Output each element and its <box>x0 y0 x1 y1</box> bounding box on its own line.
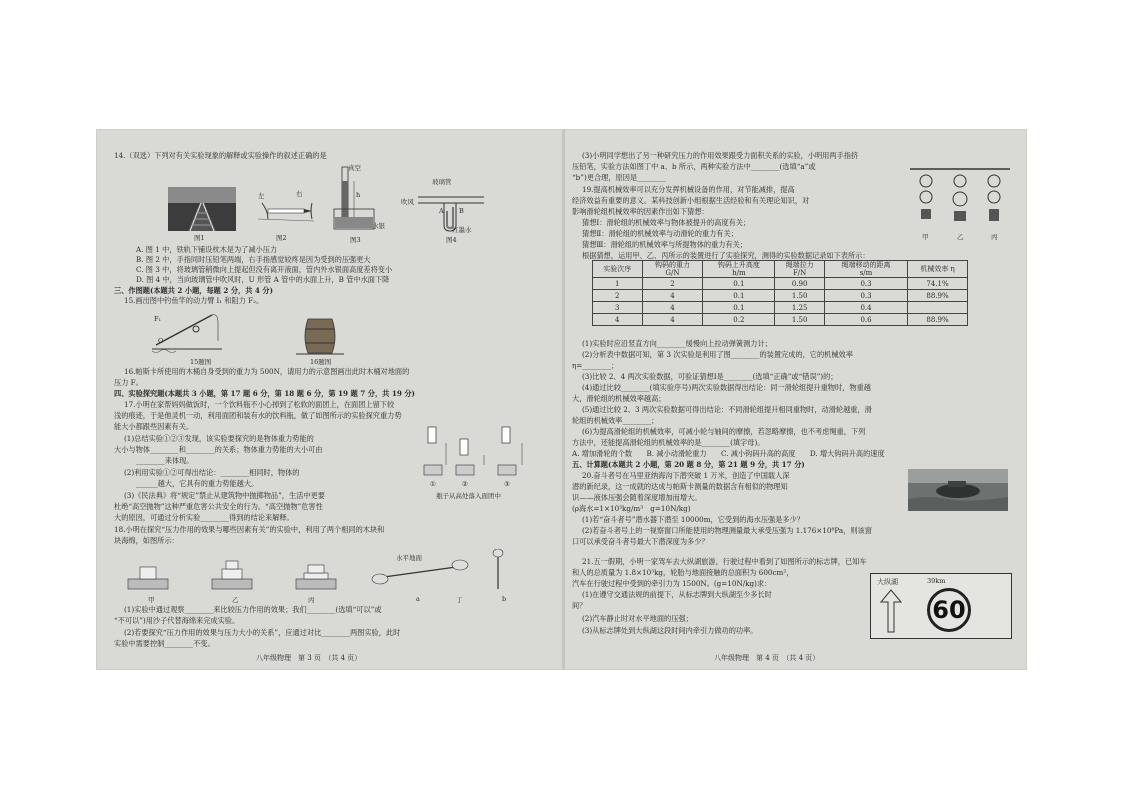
q19-part6-options: A. 增加滑轮的个数 B. 减小动滑轮重力 C. 减小钩码升高的高度 D. 增大钩码升高的速度 <box>572 449 885 458</box>
q17-intro-1: 17.小明在家帮妈妈做饭时，一个饮料瓶不小心掉到了松软的面团上，在面团上留下较 <box>124 400 395 409</box>
table-header-row <box>593 261 968 278</box>
table-cell: 88.9% <box>908 314 968 326</box>
table-cell: 0.2 <box>703 314 775 326</box>
fig18-b-label: b <box>502 595 507 603</box>
table-header: 实验次序 <box>593 261 643 278</box>
table-cell: 0.3 <box>824 290 907 302</box>
table-cell: 1.25 <box>775 302 825 314</box>
table-cell: 1.50 <box>775 314 825 326</box>
fig2-right-label: 右 <box>296 190 303 198</box>
pulley-label-bing: 丙 <box>991 233 998 241</box>
speed-limit-sign: 60 <box>927 588 971 632</box>
page-3 <box>96 129 564 670</box>
q21-part2: (2)汽车静止时对水平地面的压强； <box>582 614 693 623</box>
fig3-h-label: h <box>356 191 361 199</box>
fig18-label-yi: 乙 <box>232 596 239 604</box>
fig4-red-water-label: 红墨水 <box>452 226 472 234</box>
sign-distance-label: 39km <box>927 577 946 585</box>
q17-part2-b: ______越大，它具有的重力势能越大。 <box>136 479 259 488</box>
table-cell: 0.1 <box>703 278 775 290</box>
fig3-vacuum-label: 真空 <box>348 164 361 172</box>
q14-option-d: D. 图 4 中，当向玻璃管中吹风时，U 形管 A 管中的水面上升，B 管中水面下降 <box>136 275 390 284</box>
table-cell: 2 <box>642 278 703 290</box>
q17-part3-a: (3)《民法典》将“规定”禁止从建筑物中抛掷物品”，生活中更要 <box>124 491 325 500</box>
table-cell: 4 <box>642 290 703 302</box>
q19-part3: (3)比较 2、4 两次实验数据，可验证猜想Ⅰ是________(选填“正确”或“错误”)的； <box>582 372 838 381</box>
table-cell: 4 <box>593 314 643 326</box>
q17-part3-b: 杜绝“高空抛物”这种严重危害公共安全的行为。“高空抛物”危害性 <box>114 502 323 511</box>
q19-part5-b: 轮组的机械效率________； <box>572 416 659 425</box>
pulley-label-yi: 乙 <box>957 233 964 241</box>
page-3-footer: 八年级物理 第 3 页 （共 4 页） <box>256 654 362 662</box>
q16-line-2: 压力 F。 <box>114 378 143 387</box>
q19-line-1: 19.提高机械效率可以充分发挥机械设备的作用，对节能减排，提高 <box>582 185 795 194</box>
q19-part4-b: 大，滑轮组的机械效率越高； <box>572 394 666 403</box>
table-row <box>593 290 968 302</box>
q18-line-2: 块海绵，如图所示： <box>114 536 179 545</box>
pulley-systems-figure <box>910 167 1010 229</box>
table-header: 钩码上升高度 h/m <box>703 261 775 278</box>
table-cell: 0.3 <box>824 278 907 290</box>
q20-part1: (1)若“奋斗者号”潜水器下潜至 10000m，它受到的海水压强是多少？ <box>582 515 804 524</box>
q19-part6-a: (6)为提高滑轮组的机械效率，可减小轮与轴间的摩擦，若忽略摩擦，也不考虑绳重，下列 <box>582 427 866 436</box>
q20-part2-b: 口可以承受奋斗者号最大下潜深度为多少？ <box>572 537 709 546</box>
q21-line-1: 21.五一假期，小明一家驾车去大纵湖旅游，行驶过程中看到了如图所示的标志牌，已知车 <box>582 557 867 566</box>
sponge-experiment-figure <box>126 549 516 595</box>
q21-line-2: 和人的总质量为 1.8×10³kg，轮胎与地面接触的总面积为 600cm²， <box>572 568 794 577</box>
q18-part3-b: 压铅笔，实验方法如图丁中 a、b 所示，两种实验方法中________(选填“a”或 <box>572 162 816 171</box>
q19-line-2: 经济效益有重要的意义。某科技创新小组根据生活经验和有关理论知识，对 <box>572 196 810 205</box>
q18-part2-b: 实验中需要控制________不变。 <box>114 639 215 648</box>
guess-3: 猜想Ⅲ：滑轮组的机械效率与所提物体的重力有关； <box>582 240 748 249</box>
q21-part3: (3)从标志牌处到大纵湖这段时间内牵引力做功的功率。 <box>582 626 758 635</box>
pulley-label-jia: 甲 <box>922 233 929 241</box>
fig4-b-label: B <box>459 207 464 215</box>
q14-option-b: B. 图 2 中，手指同时压铅笔两端，右手指感觉较疼是因为受到的压强更大 <box>136 255 371 264</box>
bottle-drop-figure <box>422 425 526 487</box>
fig17-num-3: ③ <box>504 480 510 488</box>
table-row <box>593 302 968 314</box>
road-sign-panel <box>870 573 1012 639</box>
fishing-rod-figure <box>152 305 224 355</box>
table-cell: 2 <box>593 290 643 302</box>
fig18-label-bing: 丙 <box>308 596 315 604</box>
table-cell: 1 <box>593 278 643 290</box>
q20-line-2: 潜的新纪录，这一成就的达成与帕斯卡测量的数据含有相似的物理知 <box>572 482 788 491</box>
q20-line-3: 识——液体压强会随着深度增加而增大。 <box>572 493 702 502</box>
guess-1: 猜想Ⅰ：滑轮组的机械效率与物体被提升的高度有关； <box>582 218 751 227</box>
table-cell: 0.1 <box>703 290 775 302</box>
q17-intro-3: 能大小都跟些因素有关。 <box>114 422 194 431</box>
q20-line-4: (ρ海水=1×10³kg/m³ g=10N/kg) <box>572 504 691 513</box>
fig3-mercury-label: 水银 <box>372 222 385 230</box>
q21-part1-b: 间？ <box>572 601 587 610</box>
table-cell: 0.90 <box>775 278 825 290</box>
q20-line-1: 20.奋斗者号在马里亚纳海沟下潜突破 1 万米，创造了中国载人深 <box>582 471 790 480</box>
efficiency-table <box>592 260 968 326</box>
submersible-photo <box>908 469 1008 511</box>
section-3-title: 三、作图题(本题共 2 小题，每题 2 分，共 4 分) <box>114 286 274 295</box>
fig17-num-2: ② <box>462 480 468 488</box>
fig16-caption: 16题图 <box>310 358 332 366</box>
fig4-a-label: A <box>439 207 444 215</box>
q17-part3-c: 大的原因，可通过分析实验________得到的结论来解释。 <box>114 513 294 522</box>
q18-line-1: 18.小明在探究“压力作用的效果与哪些因素有关”的实验中，利用了两个相同的木块和 <box>114 525 385 534</box>
fig15-f1-label: F₁ <box>154 315 162 323</box>
q16-line-1: 16.帕斯卡所使用的木桶自身受到的重力为 500N，请用力的示意图画出此时木桶对地面的 <box>124 367 410 376</box>
q19-part2-b: η=________； <box>572 361 619 370</box>
fig18-label-ding: 丁 <box>456 596 463 604</box>
table-cell: 0.6 <box>824 314 907 326</box>
barrel-figure <box>296 317 344 357</box>
fig2-left-label: 左 <box>258 192 265 200</box>
fig17-caption: 瓶子从高处落入面团中 <box>436 492 501 500</box>
fig4-glass-tube-label: 玻璃管 <box>432 178 452 186</box>
table-header: 钩码的重力 G/N <box>642 261 703 278</box>
table-cell: 88.9% <box>908 290 968 302</box>
fig15-o-label: O <box>158 337 164 345</box>
table-cell: 0.1 <box>703 302 775 314</box>
guess-2: 猜想Ⅱ：滑轮组的机械效率与动滑轮的重力有关； <box>582 229 738 238</box>
q17-intro-2: 浅的痕迹，于是他灵机一动，利用面团和装有水的饮料瓶，做了如图所示的实验探究重力势 <box>114 411 402 420</box>
q17-part2-a: (2)利用实验①②可得出结论：________相同时，物体的 <box>124 468 300 477</box>
fig18-bottle-label: 水平地面 <box>396 554 422 562</box>
q20-part2-a: (2)若奋斗者号上的一视察窗口所能使用的物理测量最大承受压强为 1.176×10⁸Pa，则该窗 <box>582 526 872 535</box>
table-cell: 0.4 <box>824 302 907 314</box>
q17-part1-c: ________来体现。 <box>136 456 194 465</box>
q21-part1-a: (1)在遵守交通法规的前提下，从标志牌到大纵湖至少多长时 <box>582 590 772 599</box>
table-row <box>593 278 968 290</box>
fig18-a-label: a <box>416 595 420 603</box>
page-4-footer: 八年级物理 第 4 页 （共 4 页） <box>714 654 820 662</box>
q19-part1: (1)实验时应沿竖直方向________缓慢向上拉动弹簧测力计； <box>582 339 772 348</box>
table-cell <box>908 302 968 314</box>
up-arrow-icon <box>879 588 903 634</box>
q19-part6-b: 方法中，还能提高滑轮组的机械效率的是________(填字母)。 <box>572 438 765 447</box>
table-header: 绳端移动的距离 s/m <box>824 261 907 278</box>
q19-part5-a: (5)通过比较 2、3 两次实验数据可得出结论：不同滑轮组提升相同重物时，动滑轮越重，滑 <box>582 405 872 414</box>
q19-part4-a: (4)通过比较________(填实验序号)两次实验数据得出结论：同一滑轮组提升重物时，物重越 <box>582 383 871 392</box>
q18-part3-a: (3)小明同学想出了另一种研究压力的作用效果跟受力面积关系的实验，小明用两手指挤 <box>582 151 859 160</box>
q14-option-c: C. 图 3 中，将玻璃管稍微向上提起但没有离开液面，管内外水银面高度差将变小 <box>136 265 393 274</box>
sign-place-label: 大纵湖 <box>877 578 898 586</box>
rail-track-figure <box>168 187 236 231</box>
fig4-blow-label: 吹风 <box>401 198 414 206</box>
fig17-num-1: ① <box>430 480 436 488</box>
q18-part1-b: “不可以”)用沙子代替海绵来完成实验。 <box>114 616 240 625</box>
section-4-title: 四、实验探究题(本题共 3 小题，第 17 题 6 分，第 18 题 6 分，第 19 题 7 分，共 19 分) <box>114 389 415 398</box>
table-header: 机械效率 η <box>908 261 968 278</box>
q18-part1-a: (1)实验中通过观察________来比较压力作用的效果；我们________(选填“可以”或 <box>124 605 382 614</box>
q18-part2-a: (2)若要探究“压力作用的效果与压力大小的关系”，应通过对比________两图实验，此时 <box>124 628 401 637</box>
table-cell: 1.50 <box>775 290 825 302</box>
q18-part3-c: “b”)更合理，原因是________ <box>572 173 666 182</box>
q17-part1-b: 大小与物体________和________的关系；物体重力势能的大小可由 <box>114 445 323 454</box>
fig18-label-jia: 甲 <box>148 596 155 604</box>
table-row <box>593 314 968 326</box>
fig1-caption: 图1 <box>194 234 205 242</box>
q19-line-3: 影响滑轮组机械效率的因素作出如下猜想： <box>572 207 709 216</box>
fig2-caption: 图2 <box>276 234 287 242</box>
q19-part2-a: (2)分析表中数据可知，第 3 次实验是利用了图________的装置完成的，它的机械效率 <box>582 350 853 359</box>
table-header: 绳端拉力 F/N <box>775 261 825 278</box>
section-5-title: 五、计算题(本题共 2 小题，第 20 题 8 分，第 21 题 9 分，共 17 分) <box>572 460 805 469</box>
table-cell: 4 <box>642 314 703 326</box>
exam-sheet <box>96 129 1027 670</box>
q21-line-3: 汽车在行驶过程中受到的牵引力为 1500N。(g=10N/kg)求： <box>572 579 772 588</box>
q15-text: 15.画出图中钓鱼竿的动力臂 l₁ 和阻力 F₂。 <box>124 296 264 305</box>
pencil-press-figure <box>256 191 316 231</box>
q14-title: 14.（双选）下列对有关实验现象的解释或实验操作的叙述正确的是 <box>114 151 327 160</box>
fig4-caption: 图4 <box>446 236 457 244</box>
fig15-caption: 15题图 <box>190 358 212 366</box>
page-4 <box>564 129 1027 670</box>
table-cell: 74.1% <box>908 278 968 290</box>
fig3-caption: 图3 <box>350 236 361 244</box>
table-cell: 3 <box>593 302 643 314</box>
q17-part1-a: (1)总结实验①②③发现，该实验要探究的是物体重力势能的 <box>124 434 314 443</box>
q19-line-4: 根据猜想，运用甲、乙、丙所示的装置进行了实验探究，测得的实验数据记录如下表所示： <box>582 251 870 260</box>
table-cell: 4 <box>642 302 703 314</box>
q14-option-a: A. 图 1 中，铁轨下铺设枕木是为了减小压力 <box>136 245 278 254</box>
